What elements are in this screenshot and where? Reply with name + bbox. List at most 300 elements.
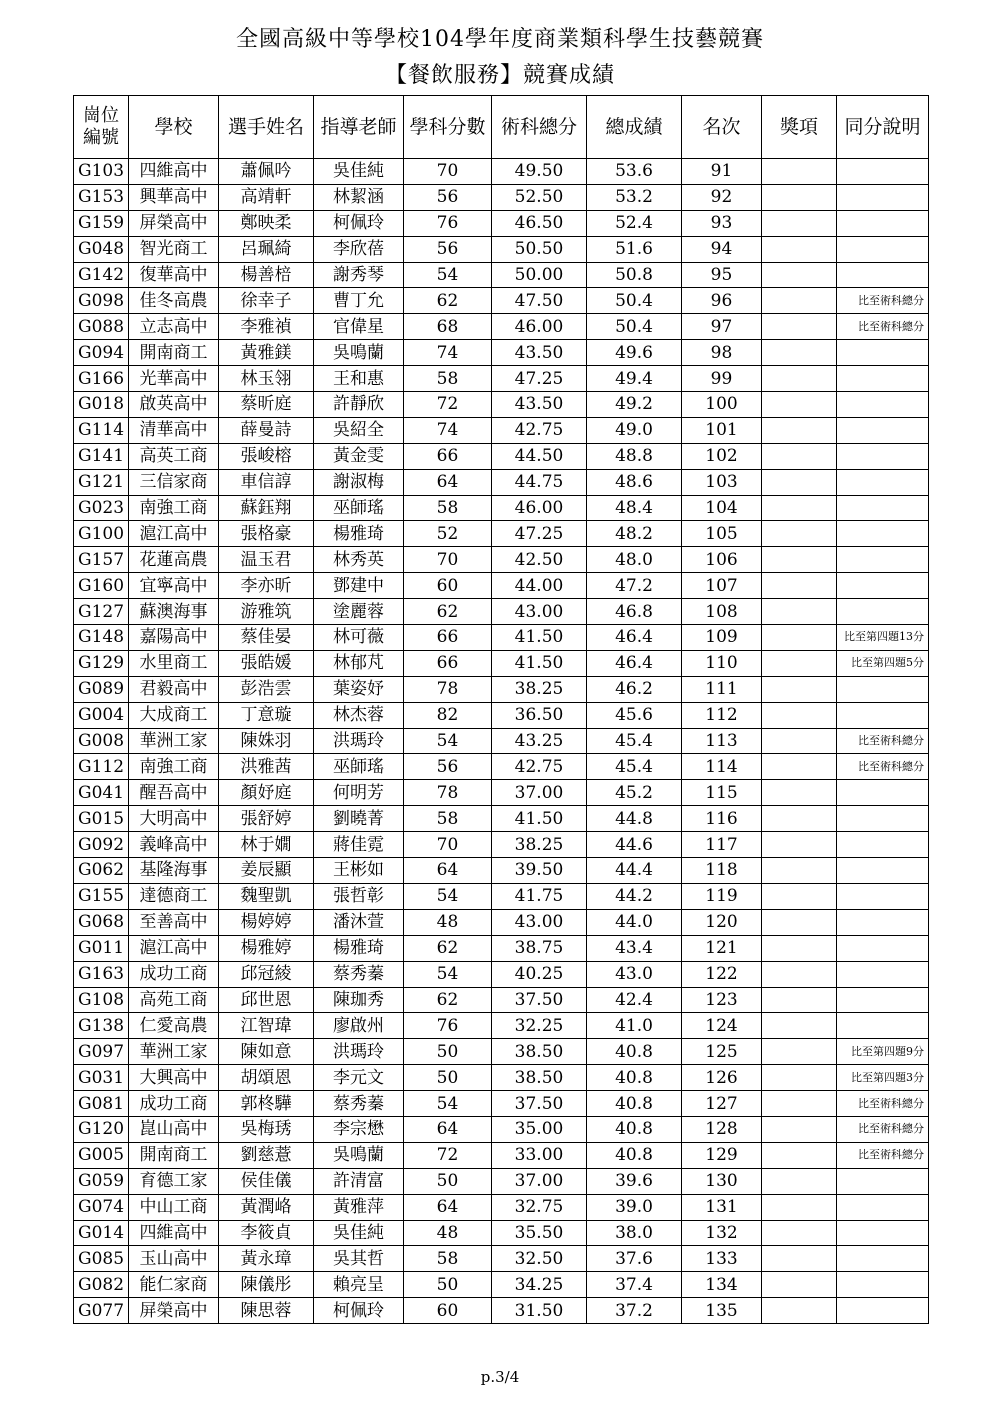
cell-station-id: G163 bbox=[74, 961, 129, 987]
cell-school: 能仁家商 bbox=[129, 1272, 219, 1298]
table-row bbox=[74, 909, 929, 935]
cell-school: 大明高中 bbox=[129, 806, 219, 832]
cell-rank: 117 bbox=[682, 832, 762, 858]
cell-award bbox=[762, 1246, 837, 1272]
table-row bbox=[74, 728, 929, 754]
cell-award bbox=[762, 184, 837, 210]
cell-instructor: 潘沐萱 bbox=[314, 909, 404, 935]
cell-contestant-name: 丁意璇 bbox=[219, 702, 314, 728]
cell-academic-score: 48 bbox=[404, 909, 492, 935]
cell-school: 蘇澳海事 bbox=[129, 599, 219, 625]
cell-rank: 125 bbox=[682, 1039, 762, 1065]
cell-contestant-name: 黃永璋 bbox=[219, 1246, 314, 1272]
table-row bbox=[74, 961, 929, 987]
cell-station-id: G108 bbox=[74, 987, 129, 1013]
cell-total-score: 44.6 bbox=[587, 832, 682, 858]
cell-instructor: 黃雅萍 bbox=[314, 1194, 404, 1220]
cell-instructor: 吳鳴蘭 bbox=[314, 340, 404, 366]
cell-rank: 113 bbox=[682, 728, 762, 754]
cell-rank: 128 bbox=[682, 1116, 762, 1142]
cell-practical-score: 43.50 bbox=[492, 340, 587, 366]
cell-total-score: 46.4 bbox=[587, 650, 682, 676]
table-row bbox=[74, 1272, 929, 1298]
cell-academic-score: 50 bbox=[404, 1065, 492, 1091]
cell-contestant-name: 江智瑋 bbox=[219, 1013, 314, 1039]
cell-tie-note bbox=[837, 184, 929, 210]
table-row bbox=[74, 1194, 929, 1220]
cell-tie-note bbox=[837, 1220, 929, 1246]
table-row bbox=[74, 340, 929, 366]
cell-tie-note bbox=[837, 702, 929, 728]
cell-instructor: 廖啟州 bbox=[314, 1013, 404, 1039]
cell-award bbox=[762, 236, 837, 262]
cell-instructor: 吳佳純 bbox=[314, 159, 404, 185]
cell-academic-score: 56 bbox=[404, 754, 492, 780]
cell-school: 嘉陽高中 bbox=[129, 625, 219, 651]
cell-station-id: G011 bbox=[74, 935, 129, 961]
cell-rank: 112 bbox=[682, 702, 762, 728]
table-row bbox=[74, 521, 929, 547]
cell-rank: 107 bbox=[682, 573, 762, 599]
cell-rank: 106 bbox=[682, 547, 762, 573]
cell-rank: 119 bbox=[682, 883, 762, 909]
cell-contestant-name: 徐幸子 bbox=[219, 288, 314, 314]
cell-total-score: 38.0 bbox=[587, 1220, 682, 1246]
cell-rank: 116 bbox=[682, 806, 762, 832]
cell-instructor: 吳其哲 bbox=[314, 1246, 404, 1272]
cell-rank: 98 bbox=[682, 340, 762, 366]
table-row bbox=[74, 702, 929, 728]
cell-school: 開南商工 bbox=[129, 1142, 219, 1168]
table-row bbox=[74, 1116, 929, 1142]
cell-academic-score: 48 bbox=[404, 1220, 492, 1246]
cell-contestant-name: 郭柊驊 bbox=[219, 1091, 314, 1117]
cell-award bbox=[762, 961, 837, 987]
cell-station-id: G082 bbox=[74, 1272, 129, 1298]
cell-academic-score: 78 bbox=[404, 780, 492, 806]
cell-total-score: 53.2 bbox=[587, 184, 682, 210]
cell-total-score: 39.6 bbox=[587, 1168, 682, 1194]
cell-practical-score: 31.50 bbox=[492, 1298, 587, 1324]
cell-rank: 121 bbox=[682, 935, 762, 961]
cell-rank: 103 bbox=[682, 469, 762, 495]
cell-station-id: G121 bbox=[74, 469, 129, 495]
cell-school: 四維高中 bbox=[129, 159, 219, 185]
cell-rank: 109 bbox=[682, 625, 762, 651]
cell-instructor: 賴亮呈 bbox=[314, 1272, 404, 1298]
cell-rank: 127 bbox=[682, 1091, 762, 1117]
cell-school: 立志高中 bbox=[129, 314, 219, 340]
cell-school: 四維高中 bbox=[129, 1220, 219, 1246]
cell-school: 屏榮高中 bbox=[129, 210, 219, 236]
cell-academic-score: 54 bbox=[404, 961, 492, 987]
cell-academic-score: 56 bbox=[404, 184, 492, 210]
cell-station-id: G112 bbox=[74, 754, 129, 780]
cell-instructor: 楊雅琦 bbox=[314, 521, 404, 547]
cell-practical-score: 35.00 bbox=[492, 1116, 587, 1142]
cell-rank: 97 bbox=[682, 314, 762, 340]
cell-tie-note bbox=[837, 366, 929, 392]
results-table bbox=[73, 95, 929, 1324]
cell-school: 玉山高中 bbox=[129, 1246, 219, 1272]
cell-rank: 92 bbox=[682, 184, 762, 210]
cell-award bbox=[762, 909, 837, 935]
table-row bbox=[74, 806, 929, 832]
cell-award bbox=[762, 599, 837, 625]
cell-school: 華洲工家 bbox=[129, 1039, 219, 1065]
cell-practical-score: 40.25 bbox=[492, 961, 587, 987]
cell-rank: 133 bbox=[682, 1246, 762, 1272]
table-row bbox=[74, 1142, 929, 1168]
cell-total-score: 50.8 bbox=[587, 262, 682, 288]
cell-academic-score: 58 bbox=[404, 806, 492, 832]
cell-tie-note bbox=[837, 858, 929, 884]
cell-rank: 134 bbox=[682, 1272, 762, 1298]
cell-practical-score: 38.50 bbox=[492, 1039, 587, 1065]
cell-academic-score: 60 bbox=[404, 1298, 492, 1324]
column-header-instructor: 指導老師 bbox=[314, 96, 404, 159]
table-row bbox=[74, 495, 929, 521]
cell-instructor: 謝淑梅 bbox=[314, 469, 404, 495]
cell-instructor: 塗麗蓉 bbox=[314, 599, 404, 625]
cell-station-id: G018 bbox=[74, 392, 129, 418]
cell-practical-score: 41.75 bbox=[492, 883, 587, 909]
cell-school: 崑山高中 bbox=[129, 1116, 219, 1142]
cell-station-id: G159 bbox=[74, 210, 129, 236]
table-row bbox=[74, 935, 929, 961]
cell-tie-note bbox=[837, 1298, 929, 1324]
cell-instructor: 何明芳 bbox=[314, 780, 404, 806]
cell-contestant-name: 張皓媛 bbox=[219, 650, 314, 676]
cell-academic-score: 78 bbox=[404, 676, 492, 702]
cell-rank: 122 bbox=[682, 961, 762, 987]
cell-station-id: G141 bbox=[74, 443, 129, 469]
cell-station-id: G114 bbox=[74, 417, 129, 443]
cell-station-id: G023 bbox=[74, 495, 129, 521]
cell-rank: 130 bbox=[682, 1168, 762, 1194]
cell-station-id: G129 bbox=[74, 650, 129, 676]
cell-practical-score: 41.50 bbox=[492, 650, 587, 676]
cell-total-score: 50.4 bbox=[587, 314, 682, 340]
cell-practical-score: 43.00 bbox=[492, 909, 587, 935]
cell-instructor: 巫師瑤 bbox=[314, 754, 404, 780]
cell-practical-score: 43.50 bbox=[492, 392, 587, 418]
cell-academic-score: 74 bbox=[404, 340, 492, 366]
cell-tie-note bbox=[837, 987, 929, 1013]
cell-practical-score: 37.00 bbox=[492, 780, 587, 806]
cell-tie-note: 比至第四題3分 bbox=[837, 1065, 929, 1091]
cell-rank: 108 bbox=[682, 599, 762, 625]
table-row bbox=[74, 780, 929, 806]
cell-tie-note bbox=[837, 883, 929, 909]
table-row bbox=[74, 1246, 929, 1272]
cell-tie-note bbox=[837, 935, 929, 961]
cell-contestant-name: 温玉君 bbox=[219, 547, 314, 573]
cell-rank: 126 bbox=[682, 1065, 762, 1091]
cell-practical-score: 35.50 bbox=[492, 1220, 587, 1246]
cell-total-score: 47.2 bbox=[587, 573, 682, 599]
cell-rank: 95 bbox=[682, 262, 762, 288]
cell-tie-note bbox=[837, 832, 929, 858]
cell-school: 高英工商 bbox=[129, 443, 219, 469]
cell-contestant-name: 張格豪 bbox=[219, 521, 314, 547]
table-header-row bbox=[74, 96, 929, 159]
cell-instructor: 陳珈秀 bbox=[314, 987, 404, 1013]
cell-award bbox=[762, 1142, 837, 1168]
cell-instructor: 葉姿妤 bbox=[314, 676, 404, 702]
cell-school: 成功工商 bbox=[129, 961, 219, 987]
cell-instructor: 洪瑪玲 bbox=[314, 1039, 404, 1065]
cell-tie-note: 比至術科總分 bbox=[837, 754, 929, 780]
table-row bbox=[74, 1168, 929, 1194]
cell-contestant-name: 林于嫺 bbox=[219, 832, 314, 858]
cell-tie-note bbox=[837, 806, 929, 832]
cell-tie-note bbox=[837, 1013, 929, 1039]
table-row bbox=[74, 469, 929, 495]
cell-total-score: 45.2 bbox=[587, 780, 682, 806]
table-row bbox=[74, 573, 929, 599]
cell-contestant-name: 黃潤峈 bbox=[219, 1194, 314, 1220]
cell-instructor: 許靜欣 bbox=[314, 392, 404, 418]
cell-award bbox=[762, 1220, 837, 1246]
cell-school: 滬江高中 bbox=[129, 935, 219, 961]
cell-station-id: G014 bbox=[74, 1220, 129, 1246]
cell-award bbox=[762, 469, 837, 495]
cell-award bbox=[762, 625, 837, 651]
cell-instructor: 吳佳純 bbox=[314, 1220, 404, 1246]
cell-rank: 104 bbox=[682, 495, 762, 521]
cell-total-score: 46.4 bbox=[587, 625, 682, 651]
cell-academic-score: 72 bbox=[404, 1142, 492, 1168]
cell-rank: 94 bbox=[682, 236, 762, 262]
cell-academic-score: 70 bbox=[404, 832, 492, 858]
cell-school: 佳冬高農 bbox=[129, 288, 219, 314]
cell-practical-score: 37.00 bbox=[492, 1168, 587, 1194]
cell-practical-score: 47.25 bbox=[492, 366, 587, 392]
cell-instructor: 柯佩玲 bbox=[314, 210, 404, 236]
cell-practical-score: 46.00 bbox=[492, 314, 587, 340]
cell-academic-score: 62 bbox=[404, 987, 492, 1013]
cell-tie-note bbox=[837, 340, 929, 366]
cell-academic-score: 50 bbox=[404, 1272, 492, 1298]
cell-station-id: G008 bbox=[74, 728, 129, 754]
cell-contestant-name: 彭浩雲 bbox=[219, 676, 314, 702]
cell-total-score: 40.8 bbox=[587, 1116, 682, 1142]
cell-practical-score: 41.50 bbox=[492, 625, 587, 651]
cell-total-score: 37.2 bbox=[587, 1298, 682, 1324]
cell-academic-score: 62 bbox=[404, 935, 492, 961]
cell-total-score: 42.4 bbox=[587, 987, 682, 1013]
cell-instructor: 李欣蓓 bbox=[314, 236, 404, 262]
cell-award bbox=[762, 935, 837, 961]
cell-school: 至善高中 bbox=[129, 909, 219, 935]
cell-award bbox=[762, 1013, 837, 1039]
cell-school: 達德商工 bbox=[129, 883, 219, 909]
cell-tie-note: 比至第四題9分 bbox=[837, 1039, 929, 1065]
table-row bbox=[74, 314, 929, 340]
cell-school: 花蓮高農 bbox=[129, 547, 219, 573]
cell-award bbox=[762, 987, 837, 1013]
cell-tie-note bbox=[837, 236, 929, 262]
cell-tie-note bbox=[837, 392, 929, 418]
column-header-rank: 名次 bbox=[682, 96, 762, 159]
column-header-station-id: 崗位 編號 bbox=[74, 96, 129, 159]
cell-tie-note: 比至術科總分 bbox=[837, 728, 929, 754]
cell-school: 義峰高中 bbox=[129, 832, 219, 858]
cell-academic-score: 74 bbox=[404, 417, 492, 443]
cell-total-score: 44.0 bbox=[587, 909, 682, 935]
cell-academic-score: 76 bbox=[404, 1013, 492, 1039]
document-subtitle: 【餐飲服務】競賽成績 bbox=[384, 63, 615, 88]
cell-station-id: G097 bbox=[74, 1039, 129, 1065]
cell-instructor: 楊雅琦 bbox=[314, 935, 404, 961]
cell-total-score: 45.4 bbox=[587, 754, 682, 780]
cell-contestant-name: 胡頌恩 bbox=[219, 1065, 314, 1091]
cell-award bbox=[762, 806, 837, 832]
table-row bbox=[74, 417, 929, 443]
cell-contestant-name: 魏聖凱 bbox=[219, 883, 314, 909]
table-row bbox=[74, 184, 929, 210]
table-row bbox=[74, 676, 929, 702]
cell-station-id: G092 bbox=[74, 832, 129, 858]
cell-award bbox=[762, 1039, 837, 1065]
cell-practical-score: 38.75 bbox=[492, 935, 587, 961]
cell-station-id: G005 bbox=[74, 1142, 129, 1168]
cell-total-score: 45.4 bbox=[587, 728, 682, 754]
cell-award bbox=[762, 366, 837, 392]
cell-award bbox=[762, 1298, 837, 1324]
cell-contestant-name: 楊雅婷 bbox=[219, 935, 314, 961]
cell-total-score: 46.8 bbox=[587, 599, 682, 625]
cell-contestant-name: 楊婷婷 bbox=[219, 909, 314, 935]
cell-tie-note bbox=[837, 159, 929, 185]
cell-station-id: G094 bbox=[74, 340, 129, 366]
cell-practical-score: 42.75 bbox=[492, 754, 587, 780]
cell-tie-note bbox=[837, 1246, 929, 1272]
table-row bbox=[74, 625, 929, 651]
cell-award bbox=[762, 210, 837, 236]
cell-contestant-name: 張舒婷 bbox=[219, 806, 314, 832]
cell-academic-score: 64 bbox=[404, 469, 492, 495]
cell-total-score: 44.4 bbox=[587, 858, 682, 884]
cell-academic-score: 64 bbox=[404, 1194, 492, 1220]
cell-academic-score: 58 bbox=[404, 366, 492, 392]
cell-rank: 131 bbox=[682, 1194, 762, 1220]
cell-instructor: 李宗懋 bbox=[314, 1116, 404, 1142]
cell-award bbox=[762, 832, 837, 858]
cell-station-id: G004 bbox=[74, 702, 129, 728]
cell-school: 醒吾高中 bbox=[129, 780, 219, 806]
cell-school: 屏榮高中 bbox=[129, 1298, 219, 1324]
cell-award bbox=[762, 1168, 837, 1194]
cell-station-id: G088 bbox=[74, 314, 129, 340]
cell-station-id: G155 bbox=[74, 883, 129, 909]
cell-school: 清華高中 bbox=[129, 417, 219, 443]
cell-school: 華洲工家 bbox=[129, 728, 219, 754]
cell-contestant-name: 薛曼詩 bbox=[219, 417, 314, 443]
cell-instructor: 官偉星 bbox=[314, 314, 404, 340]
cell-station-id: G015 bbox=[74, 806, 129, 832]
cell-tie-note bbox=[837, 573, 929, 599]
cell-practical-score: 37.50 bbox=[492, 987, 587, 1013]
cell-award bbox=[762, 159, 837, 185]
cell-award bbox=[762, 754, 837, 780]
cell-practical-score: 37.50 bbox=[492, 1091, 587, 1117]
cell-total-score: 48.4 bbox=[587, 495, 682, 521]
cell-total-score: 52.4 bbox=[587, 210, 682, 236]
cell-academic-score: 58 bbox=[404, 1246, 492, 1272]
cell-school: 南強工商 bbox=[129, 495, 219, 521]
cell-total-score: 45.6 bbox=[587, 702, 682, 728]
cell-school: 啟英高中 bbox=[129, 392, 219, 418]
cell-rank: 135 bbox=[682, 1298, 762, 1324]
cell-instructor: 洪瑪玲 bbox=[314, 728, 404, 754]
cell-contestant-name: 陳儀彤 bbox=[219, 1272, 314, 1298]
cell-contestant-name: 邱世恩 bbox=[219, 987, 314, 1013]
cell-station-id: G120 bbox=[74, 1116, 129, 1142]
cell-instructor: 謝秀琴 bbox=[314, 262, 404, 288]
cell-award bbox=[762, 340, 837, 366]
cell-instructor: 曹丁允 bbox=[314, 288, 404, 314]
cell-total-score: 40.8 bbox=[587, 1065, 682, 1091]
cell-school: 仁愛高農 bbox=[129, 1013, 219, 1039]
cell-tie-note bbox=[837, 961, 929, 987]
cell-station-id: G157 bbox=[74, 547, 129, 573]
cell-rank: 99 bbox=[682, 366, 762, 392]
cell-academic-score: 56 bbox=[404, 236, 492, 262]
cell-practical-score: 41.50 bbox=[492, 806, 587, 832]
cell-award bbox=[762, 1194, 837, 1220]
cell-tie-note bbox=[837, 780, 929, 806]
cell-station-id: G166 bbox=[74, 366, 129, 392]
cell-rank: 91 bbox=[682, 159, 762, 185]
cell-rank: 93 bbox=[682, 210, 762, 236]
cell-academic-score: 62 bbox=[404, 288, 492, 314]
cell-award bbox=[762, 573, 837, 599]
cell-total-score: 49.2 bbox=[587, 392, 682, 418]
cell-station-id: G138 bbox=[74, 1013, 129, 1039]
cell-school: 育德工家 bbox=[129, 1168, 219, 1194]
table-row bbox=[74, 547, 929, 573]
cell-total-score: 37.4 bbox=[587, 1272, 682, 1298]
cell-academic-score: 68 bbox=[404, 314, 492, 340]
cell-academic-score: 66 bbox=[404, 443, 492, 469]
cell-total-score: 48.8 bbox=[587, 443, 682, 469]
cell-academic-score: 62 bbox=[404, 599, 492, 625]
cell-academic-score: 50 bbox=[404, 1168, 492, 1194]
cell-tie-note bbox=[837, 1168, 929, 1194]
cell-instructor: 柯佩玲 bbox=[314, 1298, 404, 1324]
cell-academic-score: 72 bbox=[404, 392, 492, 418]
cell-practical-score: 38.25 bbox=[492, 676, 587, 702]
column-header-school: 學校 bbox=[129, 96, 219, 159]
cell-award bbox=[762, 702, 837, 728]
cell-practical-score: 52.50 bbox=[492, 184, 587, 210]
cell-contestant-name: 陳姝羽 bbox=[219, 728, 314, 754]
cell-award bbox=[762, 392, 837, 418]
cell-academic-score: 54 bbox=[404, 728, 492, 754]
table-row bbox=[74, 443, 929, 469]
cell-total-score: 43.0 bbox=[587, 961, 682, 987]
cell-tie-note bbox=[837, 547, 929, 573]
cell-academic-score: 58 bbox=[404, 495, 492, 521]
cell-tie-note: 比至第四題13分 bbox=[837, 625, 929, 651]
cell-practical-score: 38.50 bbox=[492, 1065, 587, 1091]
cell-school: 南強工商 bbox=[129, 754, 219, 780]
cell-contestant-name: 李亦昕 bbox=[219, 573, 314, 599]
cell-tie-note bbox=[837, 676, 929, 702]
cell-practical-score: 46.50 bbox=[492, 210, 587, 236]
